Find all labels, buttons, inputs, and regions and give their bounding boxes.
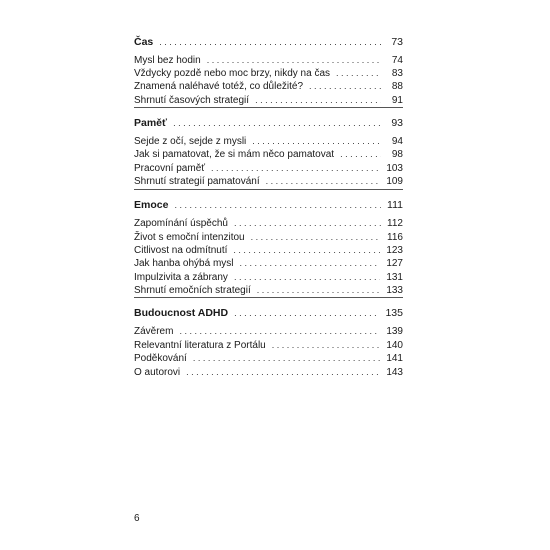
toc-heading-page: 135 (385, 307, 403, 319)
toc-item-page: 131 (386, 272, 403, 283)
toc-item-title: Mysl bez hodin (134, 55, 201, 66)
toc-item-page: 141 (386, 353, 403, 364)
toc-heading-title: Budoucnost ADHD (134, 307, 229, 319)
toc-item-page: 116 (387, 232, 403, 243)
dot-leader (234, 305, 379, 321)
dot-leader (174, 197, 381, 213)
dot-leader (255, 92, 381, 108)
toc-item-page: 123 (386, 245, 403, 256)
toc-item (134, 173, 403, 189)
toc-heading (134, 34, 403, 50)
toc-item-page: 103 (386, 163, 403, 174)
toc-item-title: Znamená naléhavé totéž, co důležité? (134, 81, 303, 92)
toc-item-title: Vždycky pozdě nebo moc brzy, nikdy na čas (134, 68, 331, 79)
toc-item-page: 143 (386, 367, 403, 378)
toc-item-page: 139 (386, 326, 403, 337)
toc-item-title: Závěrem (134, 326, 174, 337)
toc-item-page: 133 (386, 285, 403, 296)
section-divider (134, 297, 403, 298)
section-divider (134, 189, 403, 190)
toc-item-page: 88 (391, 81, 403, 92)
toc-item-page: 127 (386, 258, 403, 269)
dot-leader (266, 173, 381, 189)
toc-heading-title: Čas (134, 36, 154, 48)
dot-leader (173, 115, 381, 131)
toc-item-title: Poděkování (134, 353, 187, 364)
toc-heading-title: Emoce (134, 199, 169, 211)
toc-item-page: 83 (391, 68, 403, 79)
toc-heading (134, 305, 403, 321)
toc-heading-page: 73 (391, 36, 403, 48)
toc-item-title: Shrnutí emočních strategií (134, 285, 251, 296)
dot-leader (186, 364, 380, 380)
toc-item-page: 94 (391, 136, 403, 147)
toc-item-title: O autorovi (134, 367, 181, 378)
section-divider (134, 107, 403, 108)
toc-item-page: 98 (391, 149, 403, 160)
toc-item-page: 109 (386, 176, 403, 187)
toc-item (134, 92, 403, 108)
toc-item-title: Život s emoční intenzitou (134, 232, 245, 243)
toc-item-page: 91 (391, 95, 403, 106)
toc-item-title: Sejde z očí, sejde z mysli (134, 136, 247, 147)
toc-item-title: Zapomínání úspěchů (134, 218, 228, 229)
toc-item-page: 74 (391, 55, 403, 66)
toc-item-page: 112 (387, 218, 403, 229)
toc-item-title: Jak hanba ohýbá mysl (134, 258, 234, 269)
dot-leader (257, 282, 381, 298)
toc-item (134, 282, 403, 298)
dot-leader (159, 34, 381, 50)
toc-item-title: Shrnutí časových strategií (134, 95, 250, 106)
toc-item-title: Pracovní paměť (134, 163, 206, 174)
toc-item-title: Shrnutí strategií pamatování (134, 176, 260, 187)
toc-heading-page: 93 (391, 117, 403, 129)
toc-heading (134, 115, 403, 131)
toc-heading (134, 197, 403, 213)
toc-item-title: Jak si pamatovat, že si mám něco pamatovat (134, 149, 335, 160)
toc-item-title: Relevantní literatura z Portálu (134, 340, 266, 351)
toc-item-page: 140 (386, 340, 403, 351)
toc-item-title: Citlivost na odmítnutí (134, 245, 228, 256)
toc-item (134, 364, 403, 380)
toc-heading-title: Paměť (134, 117, 168, 129)
toc-item-title: Impulzivita a zábrany (134, 272, 228, 283)
page-number: 6 (134, 513, 140, 524)
toc-heading-page: 111 (387, 199, 403, 211)
